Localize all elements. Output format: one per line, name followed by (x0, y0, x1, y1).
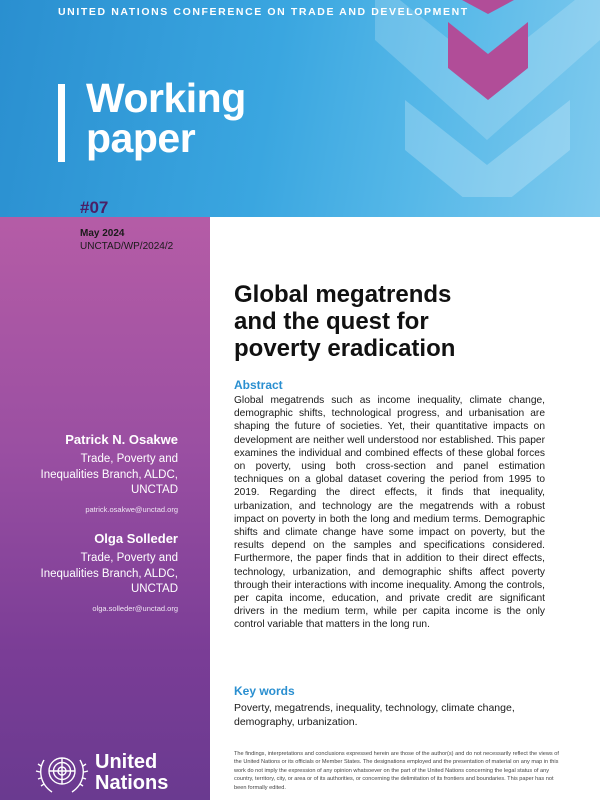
header-band (0, 0, 600, 217)
author-affiliation-line3: UNCTAD (130, 583, 178, 595)
un-emblem-icon (34, 750, 90, 796)
paper-title-line2: and the quest for (234, 308, 429, 335)
keywords-text: Poverty, megatrends, inequality, technology, climate change, demography, urbanization. (234, 702, 515, 728)
disclaimer-text: The findings, interpretations and conclusions expressed herein are those of the author(s) and do not necessarily reflect the views of the United Nations or its officials or Member States. The designations employed and the presentation of material on any map in this work do not imply the expression of any opinion whatsoever on the part of the United Nations concerning the legal status of any country, territory, city, or area or of its authorities, or concerning the delimitation of its frontiers and boundaries. This paper has not been formally edited. (234, 751, 559, 791)
publication-date: May 2024 (80, 228, 125, 239)
paper-title (234, 281, 455, 362)
author-affiliation-line3: UNCTAD (130, 484, 178, 496)
un-wordmark-line2: Nations (95, 772, 169, 794)
document-symbol: UNCTAD/WP/2024/2 (80, 241, 174, 252)
chevron-purple-icon (448, 0, 528, 120)
paper-number: #07 (80, 198, 109, 217)
author-affiliation-line1: Trade, Poverty and (80, 552, 178, 564)
organization-name: UNITED NATIONS CONFERENCE ON TRADE AND DEVELOPMENT (58, 6, 469, 18)
abstract-text: Global megatrends such as income inequality, climate change, demographic shifts, technological progress, and urbanisation are shaping the future of societies. Yet, their quantitative impacts on development are neither well understood nor established. This paper examines the individual and combined effects of these global forces on poverty, using both cross-section and panel estimation techniques on a global dataset covering the period from 1995 to 2019. Regarding the direct effects, it finds that inequality, urbanization, and technology are the megatrends with a robust impact on poverty in both the long and medium terms. Demographic shifts and climate change have some impact on poverty, but the results depend on the samples and specifications considered. Furthermore, the paper finds that in addition to their direct effects, technology, urbanization, and demographic shifts affect poverty through their interactions with income inequality. Among the controls, per capita income, education, and private credit are significant drivers in the medium term, while per capita income is the only control variable that matters in the long run. (234, 395, 545, 631)
paper-title-line1: Global megatrends (234, 281, 452, 308)
author-block (41, 432, 178, 514)
author-name: Patrick N. Osakwe (65, 432, 178, 447)
author-email[interactable]: olga.solleder@unctad.org (92, 603, 178, 613)
un-wordmark (95, 752, 168, 794)
abstract-heading: Abstract (234, 378, 283, 392)
document-type-line1: Working (86, 75, 246, 121)
un-wordmark-line1: United (95, 751, 158, 773)
author-email[interactable]: patrick.osakwe@unctad.org (85, 504, 178, 514)
keywords-heading: Key words (234, 684, 295, 698)
document-type-line2: paper (86, 115, 196, 161)
author-affiliation-line1: Trade, Poverty and (80, 453, 178, 465)
author-name: Olga Solleder (94, 531, 178, 546)
author-block (41, 531, 178, 613)
author-affiliation-line2: Inequalities Branch, ALDC, (40, 468, 178, 481)
paper-title-line3: poverty eradication (234, 335, 456, 362)
title-accent-bar (58, 84, 65, 162)
document-type (86, 75, 246, 161)
author-affiliation-line2: Inequalities Branch, ALDC, (40, 567, 178, 580)
